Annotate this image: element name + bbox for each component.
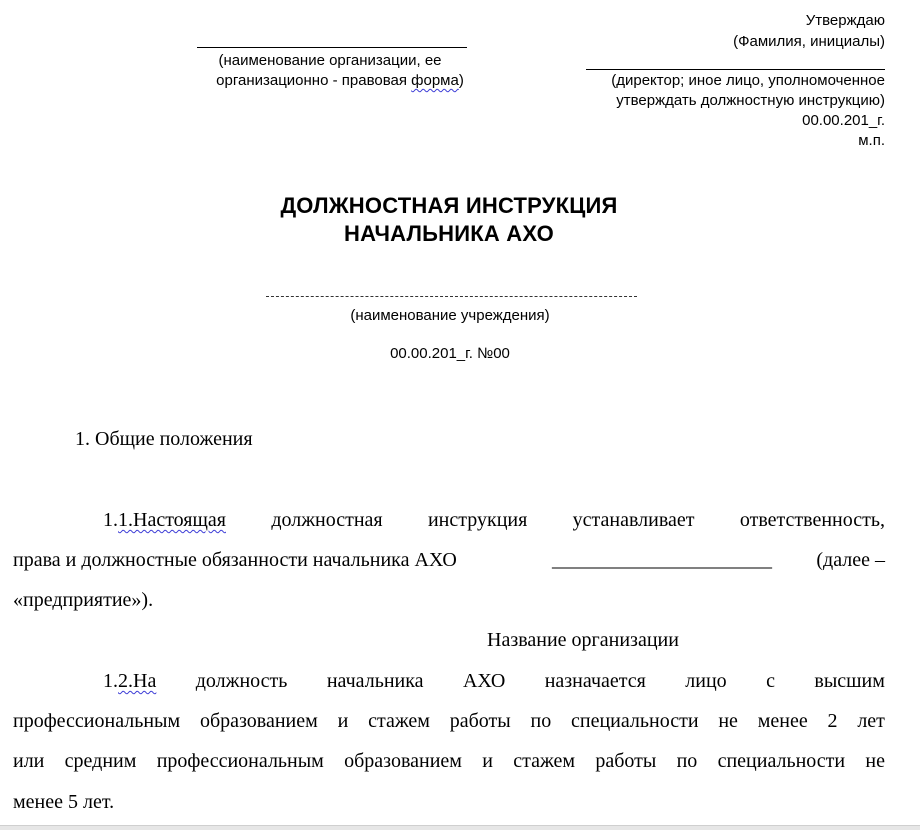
p1-2-word: образованием xyxy=(199,710,318,732)
approval-date: 00.00.201_г. xyxy=(802,112,885,129)
p1-2-line2 xyxy=(13,709,885,733)
p1-2-word: менее xyxy=(757,710,808,732)
p1-2-word: лицо xyxy=(685,670,727,692)
p1-2-word: стажем xyxy=(368,710,430,732)
p1-2-word: АХО xyxy=(462,670,506,692)
p1-2-word: не xyxy=(865,750,885,772)
approver-signature-line xyxy=(586,69,885,70)
p1-2-word: по xyxy=(676,750,698,772)
p1-2-word: профессиональным xyxy=(13,710,181,732)
p1-2-word: средним xyxy=(64,750,137,772)
p1-2-word: высшим xyxy=(814,670,885,692)
p1-2-word: специальности xyxy=(570,710,699,732)
p1-2-line4: менее 5 лет. xyxy=(13,791,115,813)
organization-label-line1: (наименование организации, ее xyxy=(218,52,442,69)
organization-form-squig: форма xyxy=(411,72,459,89)
p1-2-word: профессиональным xyxy=(156,750,324,772)
p1-2-word: с xyxy=(766,670,775,692)
p1-2-line3 xyxy=(13,749,885,773)
p1-1-blank: ______________________ xyxy=(552,549,772,571)
p1-1-line2-left: права и должностные обязанности начальника АХО xyxy=(13,549,457,571)
p1-2-word: работы xyxy=(449,710,511,732)
p1-2-word: не xyxy=(718,710,738,732)
p1-2-word: и xyxy=(337,710,349,732)
document-title-line2: НАЧАЛЬНИКА АХО xyxy=(344,221,554,246)
p1-1-word: должностная xyxy=(271,509,383,531)
organization-form-text: организационно - правовая xyxy=(216,72,412,89)
organization-label-line2 xyxy=(130,72,550,90)
p1-2-word: по xyxy=(530,710,552,732)
p1-2-number xyxy=(103,669,156,693)
p1-2-word: образованием xyxy=(344,750,462,772)
p1-2-word: специальности xyxy=(717,750,846,772)
p1-1-line1 xyxy=(103,508,885,532)
p1-2-word: начальника xyxy=(326,670,424,692)
p1-1-num-squig: 1.Настоящая xyxy=(118,509,226,531)
approver-position-line2: утверждать должностную инструкцию) xyxy=(616,92,885,109)
name-hint-text: (Фамилия, инициалы) xyxy=(733,33,885,50)
organization-name-label: Название организации xyxy=(487,629,679,651)
organization-name-line xyxy=(197,47,467,48)
p1-1-line2-right: (далее – xyxy=(816,549,885,571)
p1-2-word: 2 xyxy=(827,710,838,732)
institution-label: (наименование учреждения) xyxy=(350,307,550,324)
approver-position-line1: (директор; иное лицо, уполномоченное xyxy=(611,72,885,89)
p1-1-word: ответственность, xyxy=(739,509,885,531)
p1-2-num-squig: 2.На xyxy=(118,670,157,692)
p1-2-word: лет xyxy=(857,710,885,732)
organization-form-suffix: ) xyxy=(458,72,464,89)
document-date-number: 00.00.201_г. №00 xyxy=(390,345,510,362)
p1-1-word: устанавливает xyxy=(572,509,695,531)
p1-2-word: работы xyxy=(595,750,657,772)
p1-2-num-prefix: 1. xyxy=(103,670,118,692)
name-hint xyxy=(733,33,885,51)
document-title-line1: ДОЛЖНОСТНАЯ ИНСТРУКЦИЯ xyxy=(280,193,618,218)
section-heading: 1. Общие положения xyxy=(75,428,253,450)
p1-2-word: или xyxy=(13,750,45,772)
p1-2-word: должность xyxy=(195,670,288,692)
p1-1-word: инструкция xyxy=(427,509,528,531)
p1-2-word: назначается xyxy=(544,670,646,692)
p1-2-line1 xyxy=(103,669,885,693)
p1-2-word: и xyxy=(482,750,493,772)
p1-1-num-prefix: 1. xyxy=(103,509,118,531)
p1-2-word: стажем xyxy=(513,750,576,772)
page-bottom-edge xyxy=(0,825,920,830)
institution-name-line xyxy=(266,296,637,297)
approve-label: Утверждаю xyxy=(805,12,885,29)
p1-1-number xyxy=(103,508,226,532)
p1-1-line3: «предприятие»). xyxy=(13,589,154,611)
seal-mark: м.п. xyxy=(858,132,885,149)
